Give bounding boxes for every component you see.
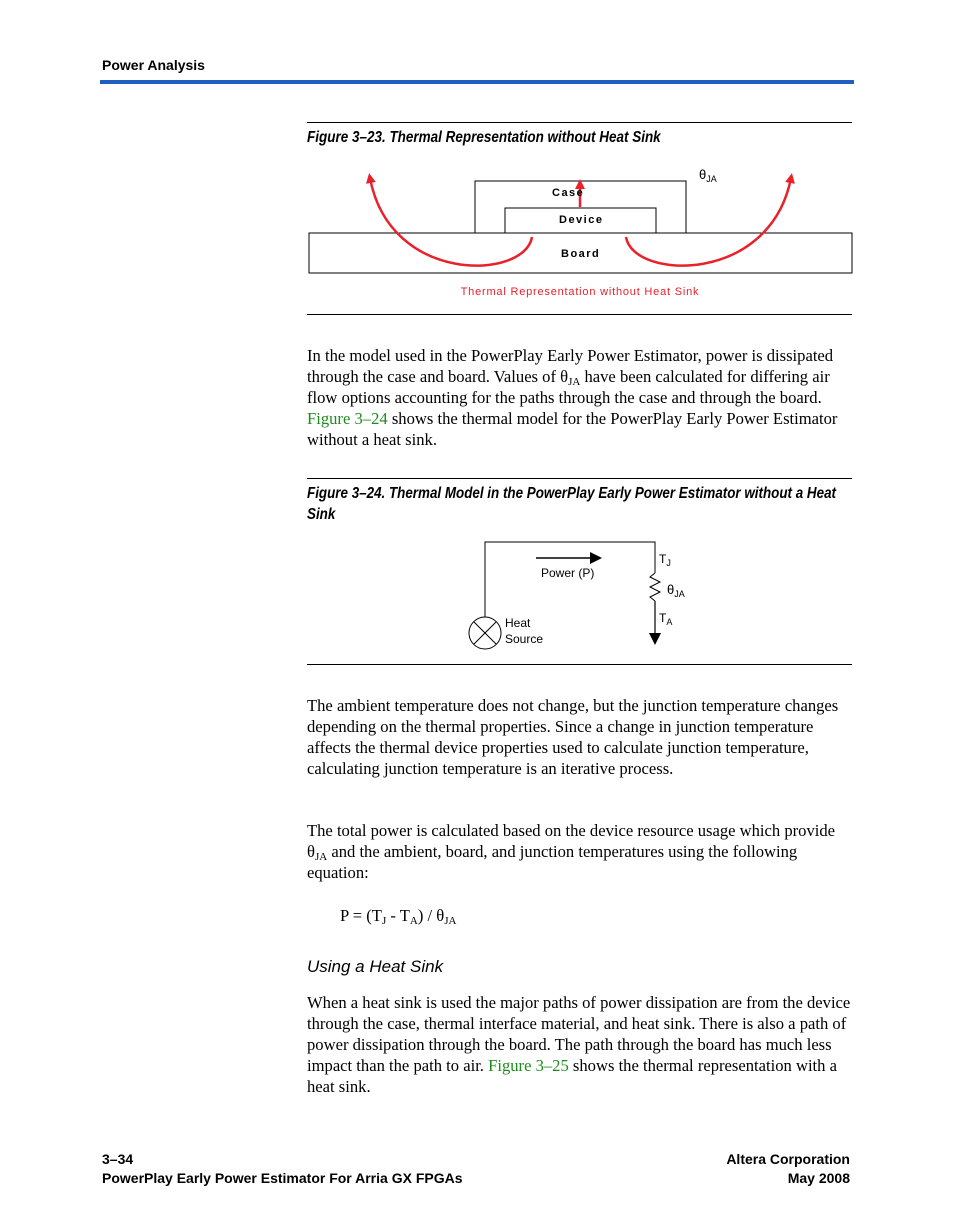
power-equation: $P = (T_J - T_A) / \theta_{JA}$: [340, 906, 457, 927]
device-label: Device: [559, 214, 604, 226]
figure-bottom-rule: [307, 664, 852, 665]
figure-top-rule: [307, 122, 852, 123]
diagram-caption: Thermal Representation without Heat Sink: [460, 286, 700, 298]
paragraph-total-power: The total power is calculated based on the device resource usage which provide $\theta_{JA}$ and the ambient, board, and junction temperatures using the following equation:: [307, 821, 836, 882]
thermal-model-diagram: [460, 535, 700, 655]
section-title: Using a Heat Sink: [307, 957, 444, 976]
publication-date: May 2008: [787, 1170, 850, 1186]
thermal-representation-diagram: [300, 160, 860, 305]
footer-right: [726, 1150, 850, 1188]
resistor-symbol: [650, 573, 660, 601]
figure-3-25-link[interactable]: Figure 3–25: [488, 1056, 569, 1075]
power-label: Power (P): [541, 566, 595, 580]
document-title: PowerPlay Early Power Estimator For Arria GX FPGAs: [102, 1170, 463, 1186]
case-label: Case: [552, 187, 585, 199]
footer-left: [102, 1150, 463, 1188]
figure-3-24-link[interactable]: Figure 3–24: [307, 409, 388, 428]
page-number: 3–34: [102, 1151, 134, 1167]
figure-caption: Figure 3–23. Thermal Representation without Heat Sink: [307, 129, 661, 146]
paragraph-thermal-model: In the model used in the PowerPlay Early Power Estimator, power is dissipated through the case and board. Values of $\theta_{JA}$ have been calculated for differing air flow options accounting for the paths through the case and through the board. Figure 3–24 shows the thermal model for the PowerPlay Early Power Estimator without a heat sink.: [307, 346, 838, 449]
figure-top-rule: [307, 478, 852, 479]
theta-ja-label: $\theta_{JA}$: [667, 582, 685, 599]
source-label: Source: [505, 632, 544, 646]
company-name: Altera Corporation: [726, 1151, 850, 1167]
paragraph-heat-sink: When a heat sink is used the major paths of power dissipation are from the device through the case, thermal interface material, and heat sink. There is also a path of power dissipation through the board. The path through the board has much less impact than the path to air. Figure 3–25 shows the thermal representation with a heat sink.: [307, 993, 851, 1096]
figure-bottom-rule: [307, 314, 852, 315]
heat-label: Heat: [505, 616, 531, 630]
running-header: Power Analysis: [102, 57, 205, 73]
figure-caption: Figure 3–24. Thermal Model in the PowerPlay Early Power Estimator without a Heat Sink: [307, 485, 837, 523]
ta-label: $T_A$: [659, 611, 673, 627]
tj-label: $T_J$: [659, 552, 671, 568]
paragraph-ambient-temperature: The ambient temperature does not change, but the junction temperature changes depending on the thermal properties. Since a change in junction temperature affects the thermal device properties used to calculate junction temperature, calculating junction temperature is an iterative process.: [307, 696, 839, 778]
header-rule: [100, 80, 854, 84]
board-label: Board: [561, 248, 601, 260]
theta-ja-label: $\theta_{JA}$: [699, 167, 717, 184]
